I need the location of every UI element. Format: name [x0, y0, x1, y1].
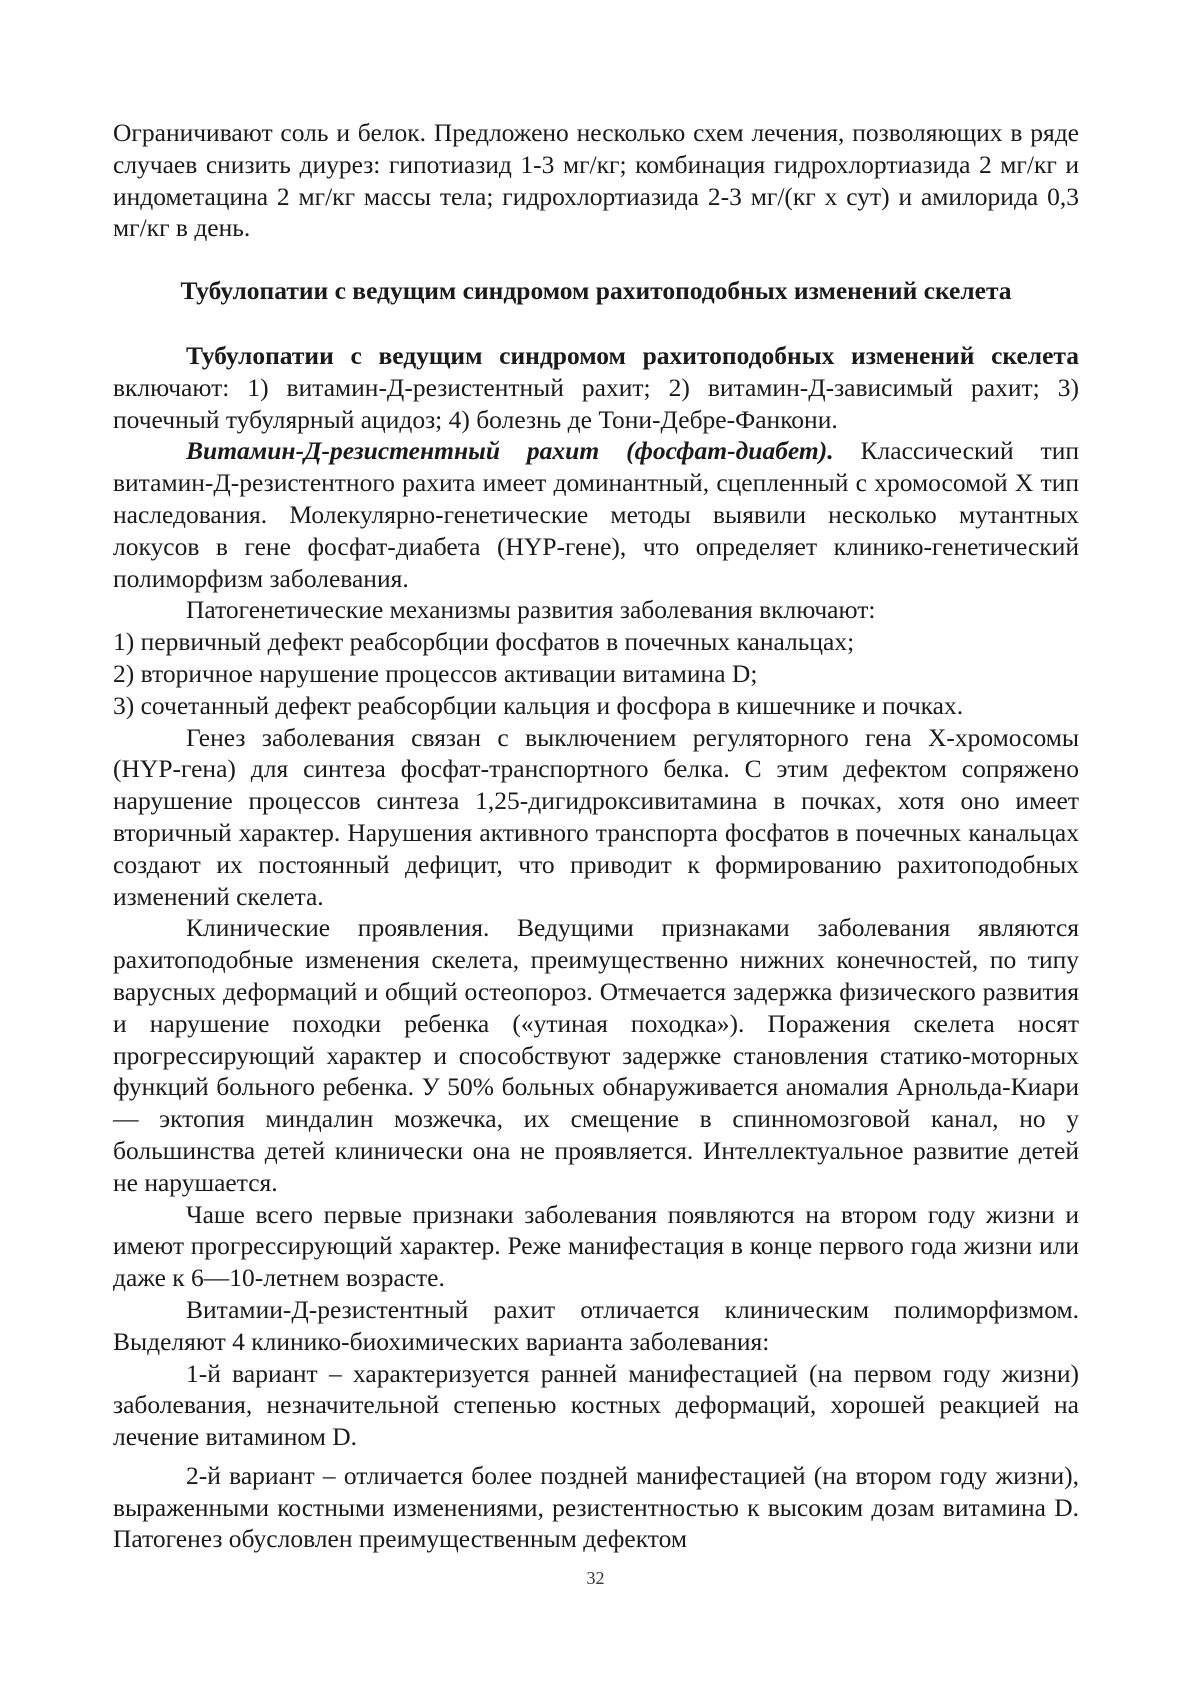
paragraph-variant-1: 1-й вариант – характеризуется ранней манифестацией (на первом году жизни) заболевания, незначительной степенью костных деформаций, хорошей реакцией на лечение витамином D. — [113, 1358, 1079, 1452]
paragraph-pathogenesis-intro: Патогенетические механизмы развития заболевания включают: — [186, 595, 876, 625]
term-bold: Тубулопатии с ведущим синдромом рахитоподобных изменений скелета — [186, 341, 1079, 370]
paragraph-vitamin-d-resistant — [113, 435, 1079, 594]
paragraph-clinical: Клинические проявления. Ведущими признаками заболевания являются рахитоподобные изменения скелета, преимущественно нижних конечностей, по типу варусных деформаций и общий остеопороз. Отмечается задержка физического развития и нарушение походки ребенка («утиная походка»). Поражения скелета носят прогрессирующий характер и способствуют задержке становления статико-моторных функций больного ребенка. У 50% больных обнаруживается аномалия Арнольда-Киари — эктопия миндалин мозжечка, их смещение в спинномозговой канал, но у большинства детей клинически она не проявляется. Интеллектуальное развитие детей не нарушается. — [113, 913, 1079, 1197]
term-bold-italic: Витамин-Д-резистентный рахит (фосфат-диабет). — [186, 436, 834, 466]
paragraph-text: Классический тип витамин-Д-резистентного рахита имеет доминантный, сцепленный с хромосомой X тип наследования. Молекулярно-генетические методы выявили несколько мутантных локусов в гене фосфат-диабета (HYP-гене), что определяет клинико-генетический полиморфизм заболевания. — [113, 436, 1079, 593]
paragraph-polymorphism: Витамии-Д-резистентный рахит отличается клиническим полиморфизмом. Выделяют 4 клинико-биохимических варианта заболевания: — [113, 1294, 1079, 1356]
intro-block — [113, 117, 1079, 244]
list-item: 1) первичный дефект реабсорбции фосфатов в почечных канальцах; — [113, 627, 855, 657]
page-number: 32 — [586, 1568, 605, 1588]
list-item: 2) вторичное нарушение процессов активации витамина D; — [113, 658, 758, 688]
body-block — [113, 340, 1079, 1555]
paragraph-variant-2: 2-й вариант – отличается более поздней манифестацией (на втором году жизни), выраженными костными изменениями, резистентностью к высоким дозам витамина D. Патогенез обусловлен преимущественным дефектом — [113, 1460, 1079, 1554]
paragraph-onset: Чаше всего первые признаки заболевания появляются на втором году жизни и имеют прогрессирующий характер. Реже манифестация в конце первого года жизни или даже к 6—10-летнем возрасте. — [113, 1199, 1079, 1293]
paragraph-definition — [113, 340, 1079, 435]
list-item: 3) сочетанный дефект реабсорбции кальция и фосфора в кишечнике и почках. — [113, 690, 964, 720]
section-heading: Тубулопатии с ведущим синдромом рахитоподобных изменений скелета — [180, 276, 1012, 305]
paragraph-genesis: Генез заболевания связан с выключением регуляторного гена Х-хромосомы (HYP-гена) для синтеза фосфат-транспортного белка. С этим дефектом сопряжено нарушение процессов синтеза 1,25-дигидроксивитамина в почках, хотя оно имеет вторичный характер. Нарушения активного транспорта фосфатов в почечных канальцах создают их постоянный дефицит, что приводит к формированию рахитоподобных изменений скелета. — [113, 722, 1079, 911]
paragraph-text: включают: 1) витамин-Д-резистентный рахит; 2) витамин-Д-зависимый рахит; 3) почечный тубулярный ацидоз; 4) болезнь де Тони-Дебре-Фанкони. — [113, 372, 1079, 434]
intro-paragraph: Ограничивают соль и белок. Предложено несколько схем лечения, позволяющих в ряде случаев снизить диурез: гипотиазид 1-3 мг/кг; комбинация гидрохлортиазида 2 мг/кг и индометацина 2 мг/кг массы тела; гидрохлортиазида 2-3 мг/(кг х сут) и амилорида 0,3 мг/кг в день. — [113, 118, 1079, 243]
